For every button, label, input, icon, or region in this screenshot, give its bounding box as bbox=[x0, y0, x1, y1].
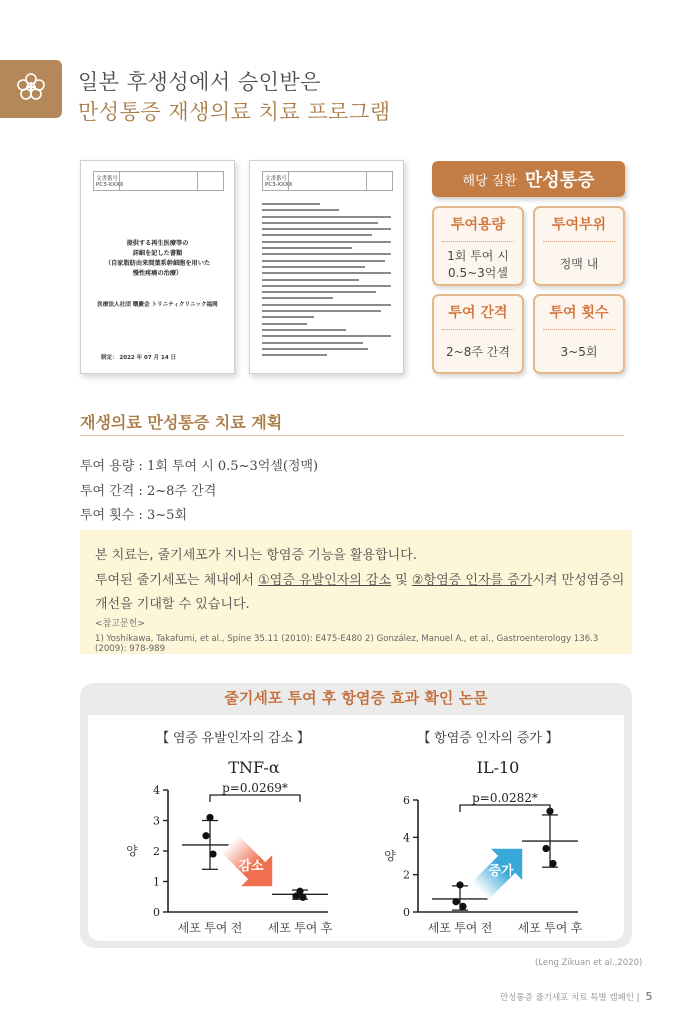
y-axis-label: 양 bbox=[126, 844, 138, 858]
plan-line-dose: 투여 용량 : 1회 투여 시 0.5~3억셀(정맥) bbox=[80, 459, 319, 474]
card-value: 2~8주 간격 bbox=[446, 345, 510, 359]
data-point bbox=[299, 894, 306, 901]
data-point bbox=[549, 860, 556, 867]
note-line: 본 치료는, 줄기세포가 지니는 항염증 기능을 활용합니다. bbox=[95, 548, 417, 563]
y-tick-label: 1 bbox=[153, 875, 160, 889]
note-text: 투여된 줄기세포는 체내에서 bbox=[95, 573, 259, 588]
disease-value: 만성통증 bbox=[524, 170, 595, 191]
page-number: 5 bbox=[645, 990, 653, 1003]
chart-title: TNF-α bbox=[228, 758, 280, 777]
p-value-label: p=0.0269* bbox=[222, 781, 288, 795]
y-tick-label: 0 bbox=[403, 906, 410, 919]
reference-label: <참고문헌> bbox=[95, 619, 145, 629]
reference-list: 1) Yoshikawa, Takafumi, et al., Spine 35.11 (2010): E475-E480 2) González, Manuel A., et al., Gastroenterology 136.3 (2009): 978-989 bbox=[95, 634, 599, 654]
papers-panel bbox=[80, 683, 632, 948]
flower-cross-icon bbox=[16, 72, 46, 102]
plan-heading: 재생의료 만성통증 치료 계획 bbox=[80, 413, 283, 432]
note-line bbox=[95, 569, 624, 588]
y-tick-label: 4 bbox=[153, 784, 160, 797]
data-point bbox=[292, 893, 299, 900]
significance-bracket bbox=[460, 805, 550, 812]
data-point bbox=[202, 832, 209, 839]
doc-title-line: 詳細を記した書類 bbox=[132, 250, 183, 257]
p-value-label: p=0.0282* bbox=[472, 791, 538, 805]
chart-heading: 【 항염증 인자의 증가 】 bbox=[417, 730, 559, 745]
y-tick-label: 2 bbox=[153, 845, 160, 858]
footer-text: 만성통증 줄기세포 치료 특별 캠페인 | bbox=[500, 993, 640, 1003]
card-value-line: 0.5~3억셀 bbox=[448, 266, 508, 280]
note-highlight-decrease: ①염증 유발인자의 감소 bbox=[258, 573, 392, 588]
note-line: 개선을 기대할 수 있습니다. bbox=[95, 597, 250, 612]
y-tick-label: 3 bbox=[153, 814, 160, 828]
significance-bracket bbox=[210, 795, 300, 802]
x-category-label: 세포 투여 후 bbox=[267, 921, 333, 935]
card-value: 정맥 내 bbox=[559, 257, 599, 271]
papers-panel-title: 줄기세포 투여 후 항염증 효과 확인 논문 bbox=[224, 689, 488, 707]
card-value: 3~5회 bbox=[560, 345, 598, 359]
decrease-arrow-icon bbox=[214, 828, 288, 902]
section-divider bbox=[80, 435, 624, 436]
x-category-label: 세포 투여 후 bbox=[517, 921, 583, 935]
card-value bbox=[434, 248, 522, 282]
card-title: 투여부위 bbox=[543, 208, 615, 242]
y-tick-label: 0 bbox=[153, 906, 160, 919]
info-card-count bbox=[533, 294, 625, 374]
doc-title-line: （自家脂肪由来間葉系幹細胞を用いた bbox=[104, 260, 211, 267]
data-point bbox=[206, 814, 213, 821]
doc-body-text bbox=[262, 203, 391, 360]
doc-header-label: 文書番号 bbox=[96, 176, 119, 182]
target-disease-banner bbox=[432, 161, 625, 197]
increase-arrow-icon bbox=[464, 833, 538, 907]
note-text: 및 bbox=[391, 573, 412, 588]
charts-area bbox=[88, 715, 624, 941]
card-title: 투여 횟수 bbox=[543, 296, 615, 330]
data-point bbox=[209, 850, 216, 857]
charts-svg bbox=[88, 715, 624, 941]
data-point bbox=[456, 881, 463, 888]
page-footer bbox=[500, 990, 653, 1003]
info-card-dose bbox=[432, 206, 524, 286]
x-category-label: 세포 투여 전 bbox=[177, 921, 243, 935]
y-tick-label: 4 bbox=[403, 831, 410, 845]
info-card-interval bbox=[432, 294, 524, 374]
y-axis-label: 양 bbox=[384, 849, 396, 863]
page-title-line1: 일본 후생성에서 승인받은 bbox=[78, 70, 321, 94]
arrow-label: 증가 bbox=[488, 863, 514, 878]
document-thumbnail-2 bbox=[249, 160, 404, 374]
doc-title-line: 提供する再生医療等の bbox=[126, 240, 189, 247]
document-thumbnail-1 bbox=[80, 160, 235, 374]
doc-organization: 医療法人社団 曙慶会 トリニティクリニック福岡 bbox=[97, 302, 218, 308]
chart-heading: 【 염증 유발인자의 감소 】 bbox=[156, 730, 310, 745]
disease-label: 해당 질환 bbox=[462, 173, 517, 189]
chart-title: IL-10 bbox=[476, 758, 520, 777]
doc-header-label: 文書番号 bbox=[265, 176, 288, 182]
y-tick-label: 2 bbox=[403, 868, 410, 882]
doc-header-code: PC3-XXXX bbox=[265, 182, 293, 188]
x-category-label: 세포 투여 전 bbox=[427, 921, 493, 935]
data-point bbox=[459, 903, 466, 910]
plan-line-count: 투여 횟수 : 3~5회 bbox=[80, 508, 188, 523]
note-highlight-increase: ②항염증 인자를 증가 bbox=[411, 573, 533, 588]
explanation-box bbox=[80, 530, 632, 654]
y-tick-label: 6 bbox=[403, 794, 410, 807]
chart-citation: (Leng Zikuan et al.,2020) bbox=[535, 958, 643, 968]
card-title: 투여용량 bbox=[442, 208, 514, 242]
logo-badge bbox=[0, 60, 62, 118]
data-point bbox=[452, 898, 459, 905]
data-point bbox=[542, 845, 549, 852]
doc-header-code: PC3-XXXX bbox=[96, 182, 124, 188]
plan-line-interval: 투여 간격 : 2~8주 간격 bbox=[80, 484, 217, 499]
doc-date: 制定： 2022 年 07 月 14 日 bbox=[101, 355, 177, 361]
card-title: 투여 간격 bbox=[442, 296, 514, 330]
card-value-line: 1회 투여 시 bbox=[447, 249, 509, 263]
note-text: 시켜 만성염증의 bbox=[532, 573, 625, 588]
info-card-route bbox=[533, 206, 625, 286]
doc-title-line: 慢性疼痛の治療） bbox=[132, 270, 183, 277]
arrow-label: 감소 bbox=[238, 858, 264, 873]
page-title-line2: 만성통증 재생의료 치료 프로그램 bbox=[78, 100, 391, 124]
